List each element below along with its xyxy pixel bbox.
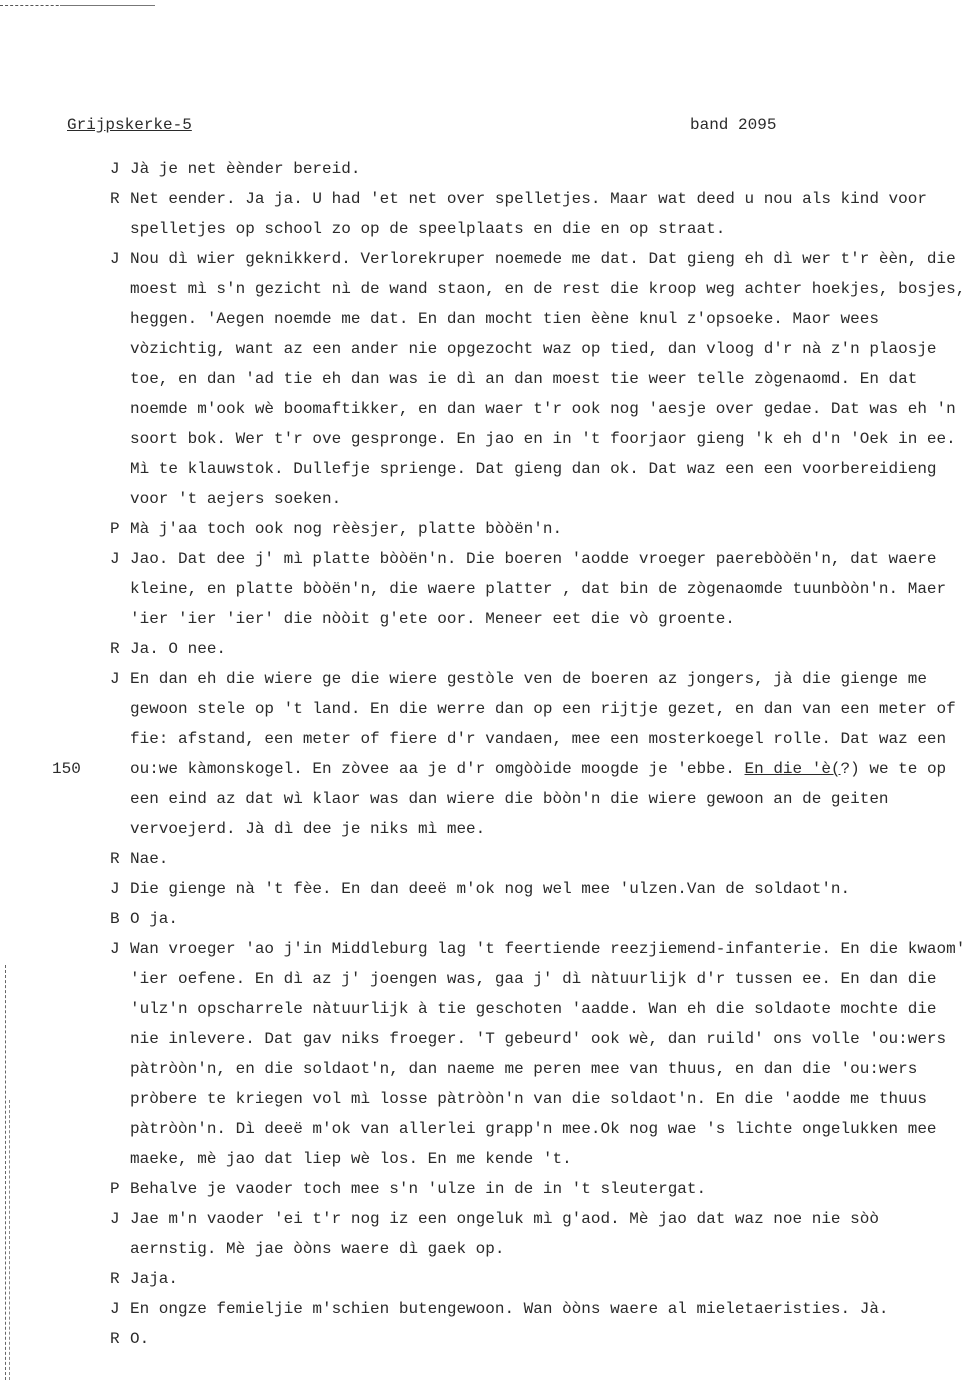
speaker-label: J <box>110 880 120 898</box>
transcript-turn <box>110 244 970 514</box>
transcript-turn <box>110 1174 970 1204</box>
speaker-label: J <box>110 550 120 568</box>
speaker-label: B <box>110 910 120 928</box>
line-number: 150 <box>52 760 81 778</box>
turn-text: Ja. O nee. <box>130 640 227 658</box>
margin-mark <box>9 1100 10 1380</box>
turn-text: Jaja. <box>130 1270 179 1288</box>
turn-text: Jà je net èènder bereid. <box>130 160 361 178</box>
turn-text: Wan vroeger 'ao j'in Middleburg lag 't feertiende reezjiemend-infanterie. En die kwaom' 'ier oefene. En dì az j' joengen was, gaa j' dì nàtuurlijk d'r tussen ee. En dan die 'ulz'n opscharrele nàtuurlijk à tie geschoten 'aadde. Wan eh die soldaote mochte die nie inlevere. Dat gav niks froeger. 'T gebeurd' ook wè, dan ruild' ons volle 'ou:wers pàtròòn'n, en die soldaot'n, dan naeme me peren mee van thuus, en dan die 'ou:wers pròbere te kriegen vol mì losse pàtròòn'n van die soldaot'n. En die 'aodde me thuus pàtròòn'n. Dì deeë m'ok van allerlei grapp'n mee.Ok nog wae 's lichte ongelukken mee maeke, mè jao dat liep wè los. En me kende 't. <box>130 940 966 1168</box>
transcript <box>52 154 970 1354</box>
turn-text: O. <box>130 1330 150 1348</box>
speaker-label: J <box>110 160 120 178</box>
transcript-turn <box>110 514 970 544</box>
transcript-turn <box>110 874 970 904</box>
underlined-text: En die 'è( <box>744 760 841 778</box>
transcript-turn <box>110 934 970 1174</box>
transcript-turn <box>110 1204 970 1264</box>
turn-text: Die gienge nà 't fèe. En dan deeë m'ok nog wel mee 'ulzen.Van de soldaot'n. <box>130 880 851 898</box>
speaker-label: P <box>110 1180 120 1198</box>
document-place-title: Grijpskerke-5 <box>67 116 192 134</box>
turn-text: Behalve je vaoder toch mee s'n 'ulze in de in 't sleutergat. <box>130 1180 707 1198</box>
speaker-label: J <box>110 250 120 268</box>
transcript-turn <box>110 1294 970 1324</box>
speaker-label: J <box>110 670 120 688</box>
transcript-turn <box>110 1324 970 1354</box>
tape-number: band 2095 <box>690 116 777 134</box>
transcript-turn <box>110 1264 970 1294</box>
margin-mark <box>5 965 6 1380</box>
turn-text: Net eender. Ja ja. U had 'et net over spelletjes. Maar wat deed u nou als kind voor spelletjes op school zo op de speelplaats en die en op straat. <box>130 190 927 238</box>
turn-text: Mà j'aa toch ook nog rèèsjer, platte bòòën'n. <box>130 520 563 538</box>
turn-text: O ja. <box>130 910 179 928</box>
transcript-turn <box>110 544 970 634</box>
turn-text: ?) we te op een eind az dat wì klaor was dan wiere die bòòn'n die wiere gewoon an de geiten vervoejerd. Jà dì dee je niks mì mee. <box>130 760 947 838</box>
turn-text: Jao. Dat dee j' mì platte bòòën'n. Die boeren 'aodde vroeger paerebòòën'n, dat waere kleine, en platte bòòën'n, die waere platter , dat bin de zògenaomde tuunbòòn'n. Maer 'ier 'ier 'ier' die nòòit g'ete oor. Meneer eet die vò groente. <box>130 550 947 628</box>
speaker-label: P <box>110 520 120 538</box>
speaker-label: J <box>110 940 120 958</box>
transcript-turn <box>110 844 970 874</box>
speaker-label: R <box>110 640 120 658</box>
speaker-label: R <box>110 190 120 208</box>
speaker-label: J <box>110 1210 120 1228</box>
turn-text: Nou dì wier geknikkerd. Verlorekruper noemede me dat. Dat gieng eh dì wer t'r èèn, die moest mì s'n gezicht nì de wand staon, en de rest die kroop weg achter hoekjes, bosjes, heggen. 'Aegen noemde me dat. En dan mocht tien èène knul z'opsoeke. Maor wees vòzichtig, want az een ander nie opgezocht waz op tied, dan vloog d'r nà z'n plaosje toe, en dan 'ad tie eh dan was ie dì an dan moest tie weer telle zògenaomd. En dat noemde m'ook wè boomaftikker, en dan waer t'r ook nog 'aesje over gedae. Dat was eh 'n soort bok. Wer t'r ove gespronge. En jao en in 't foorjaor gieng 'k eh d'n 'Oek in ee. Mì te klauwstok. Dullefje spriengе. Dat gieng dan ok. Dat waz een een voorbereidieng voor 't aejers soeken. <box>130 250 966 508</box>
transcript-turn <box>110 154 970 184</box>
transcript-turn <box>110 904 970 934</box>
scan-edge-line <box>60 5 155 6</box>
transcript-turn <box>52 664 970 844</box>
speaker-label: J <box>110 1300 120 1318</box>
transcript-turn <box>110 634 970 664</box>
turn-text: Nae. <box>130 850 169 868</box>
turn-text: En dan eh die wiere ge die wiere gestòle ven de boeren az jongers, jà die gienge me gewoon stele op 't land. En die werre dan op een rijtje gezet, en dan van een meter of fie: afstand, een meter of fiere d'r vandaen, mee een mosterkoegel rolle. Dat waz een ou:we kàmonskogel. En zòvee aa je d'r omgòòide moogde je 'ebbe. <box>130 670 956 778</box>
turn-text: Jae m'n vaoder 'ei t'r nog iz een ongeluk mì g'aod. Mè jao dat waz noe nie sòò aernstig. Mè jae òòns waere dì gaek op. <box>130 1210 879 1258</box>
transcript-turn <box>110 184 970 244</box>
speaker-label: R <box>110 1270 120 1288</box>
turn-text: En ongze femieljie m'schien butengewoon. Wan òòns waere al mieletaeristies. Jà. <box>130 1300 889 1318</box>
speaker-label: R <box>110 850 120 868</box>
speaker-label: R <box>110 1330 120 1348</box>
